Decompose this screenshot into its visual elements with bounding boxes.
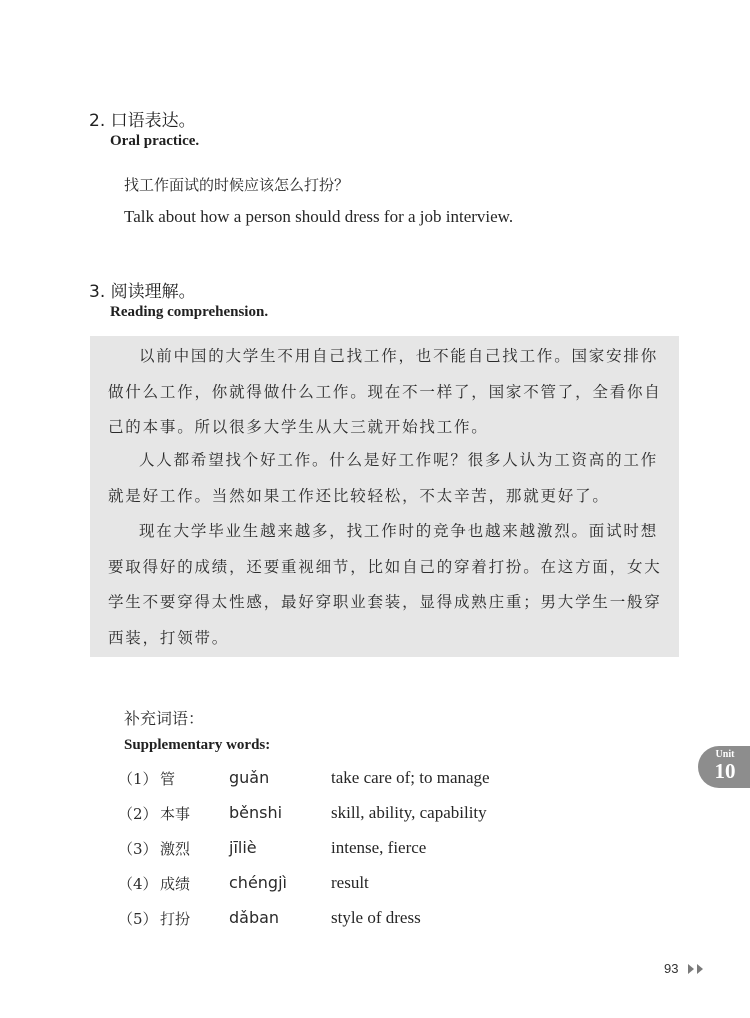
reading-paragraph: 以前中国的大学生不用自己找工作，也不能自己找工作。国家安排你做什么工作，你就得做什么工作。现在不一样了，国家不管了，全看你自己的本事。所以很多大学生从大三就开始找工作。	[108, 347, 662, 436]
vocab-word: 本事	[160, 805, 191, 823]
supplementary-words-title: 补充词语：	[124, 709, 205, 728]
vocab-pinyin: chéngjì	[229, 873, 287, 892]
page-number: 93	[664, 961, 679, 976]
oral-practice-question-zh: 找工作面试的时候应该怎么打扮？	[124, 176, 350, 194]
section-3-heading: 3. 阅读理解。	[89, 282, 196, 302]
vocab-row	[118, 838, 538, 860]
vocab-meaning: result	[331, 873, 369, 892]
vocab-word: 打扮	[160, 910, 191, 928]
vocab-meaning: intense, fierce	[331, 838, 427, 857]
double-chevron-right-icon	[687, 963, 707, 975]
vocab-meaning: style of dress	[331, 908, 421, 927]
vocab-pinyin: guǎn	[229, 768, 270, 787]
unit-tab	[698, 746, 750, 788]
section-3-subheading: Reading comprehension.	[110, 304, 269, 320]
vocab-word: 成绩	[160, 875, 191, 893]
vocab-pinyin: dǎban	[229, 908, 280, 927]
vocab-row	[118, 873, 538, 895]
supplementary-words-subtitle: Supplementary words:	[124, 737, 271, 753]
vocab-number: （2）	[118, 805, 158, 823]
vocab-pinyin: jīliè	[229, 838, 257, 857]
reading-paragraph: 人人都希望找个好工作。什么是好工作呢？很多人认为工资高的工作就是好工作。当然如果工作还比较轻松，不太辛苦，那就更好了。	[108, 451, 659, 505]
vocab-meaning: skill, ability, capability	[331, 803, 487, 822]
vocab-word: 激烈	[160, 840, 191, 858]
vocab-number: （5）	[118, 910, 158, 928]
oral-practice-question-en: Talk about how a person should dress for a job interview.	[124, 207, 514, 226]
vocab-row	[118, 908, 538, 930]
section-2-subheading: Oral practice.	[110, 133, 200, 149]
unit-number: 10	[714, 759, 736, 783]
reading-passage-box	[90, 336, 679, 657]
section-2-heading: 2. 口语表达。	[89, 111, 196, 131]
vocab-number: （3）	[118, 840, 158, 858]
vocab-row	[118, 803, 538, 825]
vocab-row	[118, 768, 538, 790]
vocab-number: （1）	[118, 770, 158, 788]
reading-paragraph: 现在大学毕业生越来越多，找工作时的竞争也越来越激烈。面试时想要取得好的成绩，还要重视细节，比如自己的穿着打扮。在这方面，女大学生不要穿得太性感，最好穿职业套装，显得成熟庄重；男大学生一般穿西装，打领带。	[108, 522, 662, 647]
vocab-meaning: take care of; to manage	[331, 768, 490, 787]
vocab-number: （4）	[118, 875, 158, 893]
vocab-pinyin: běnshi	[229, 803, 283, 822]
unit-label: Unit	[715, 749, 735, 760]
vocab-word: 管	[160, 770, 176, 788]
